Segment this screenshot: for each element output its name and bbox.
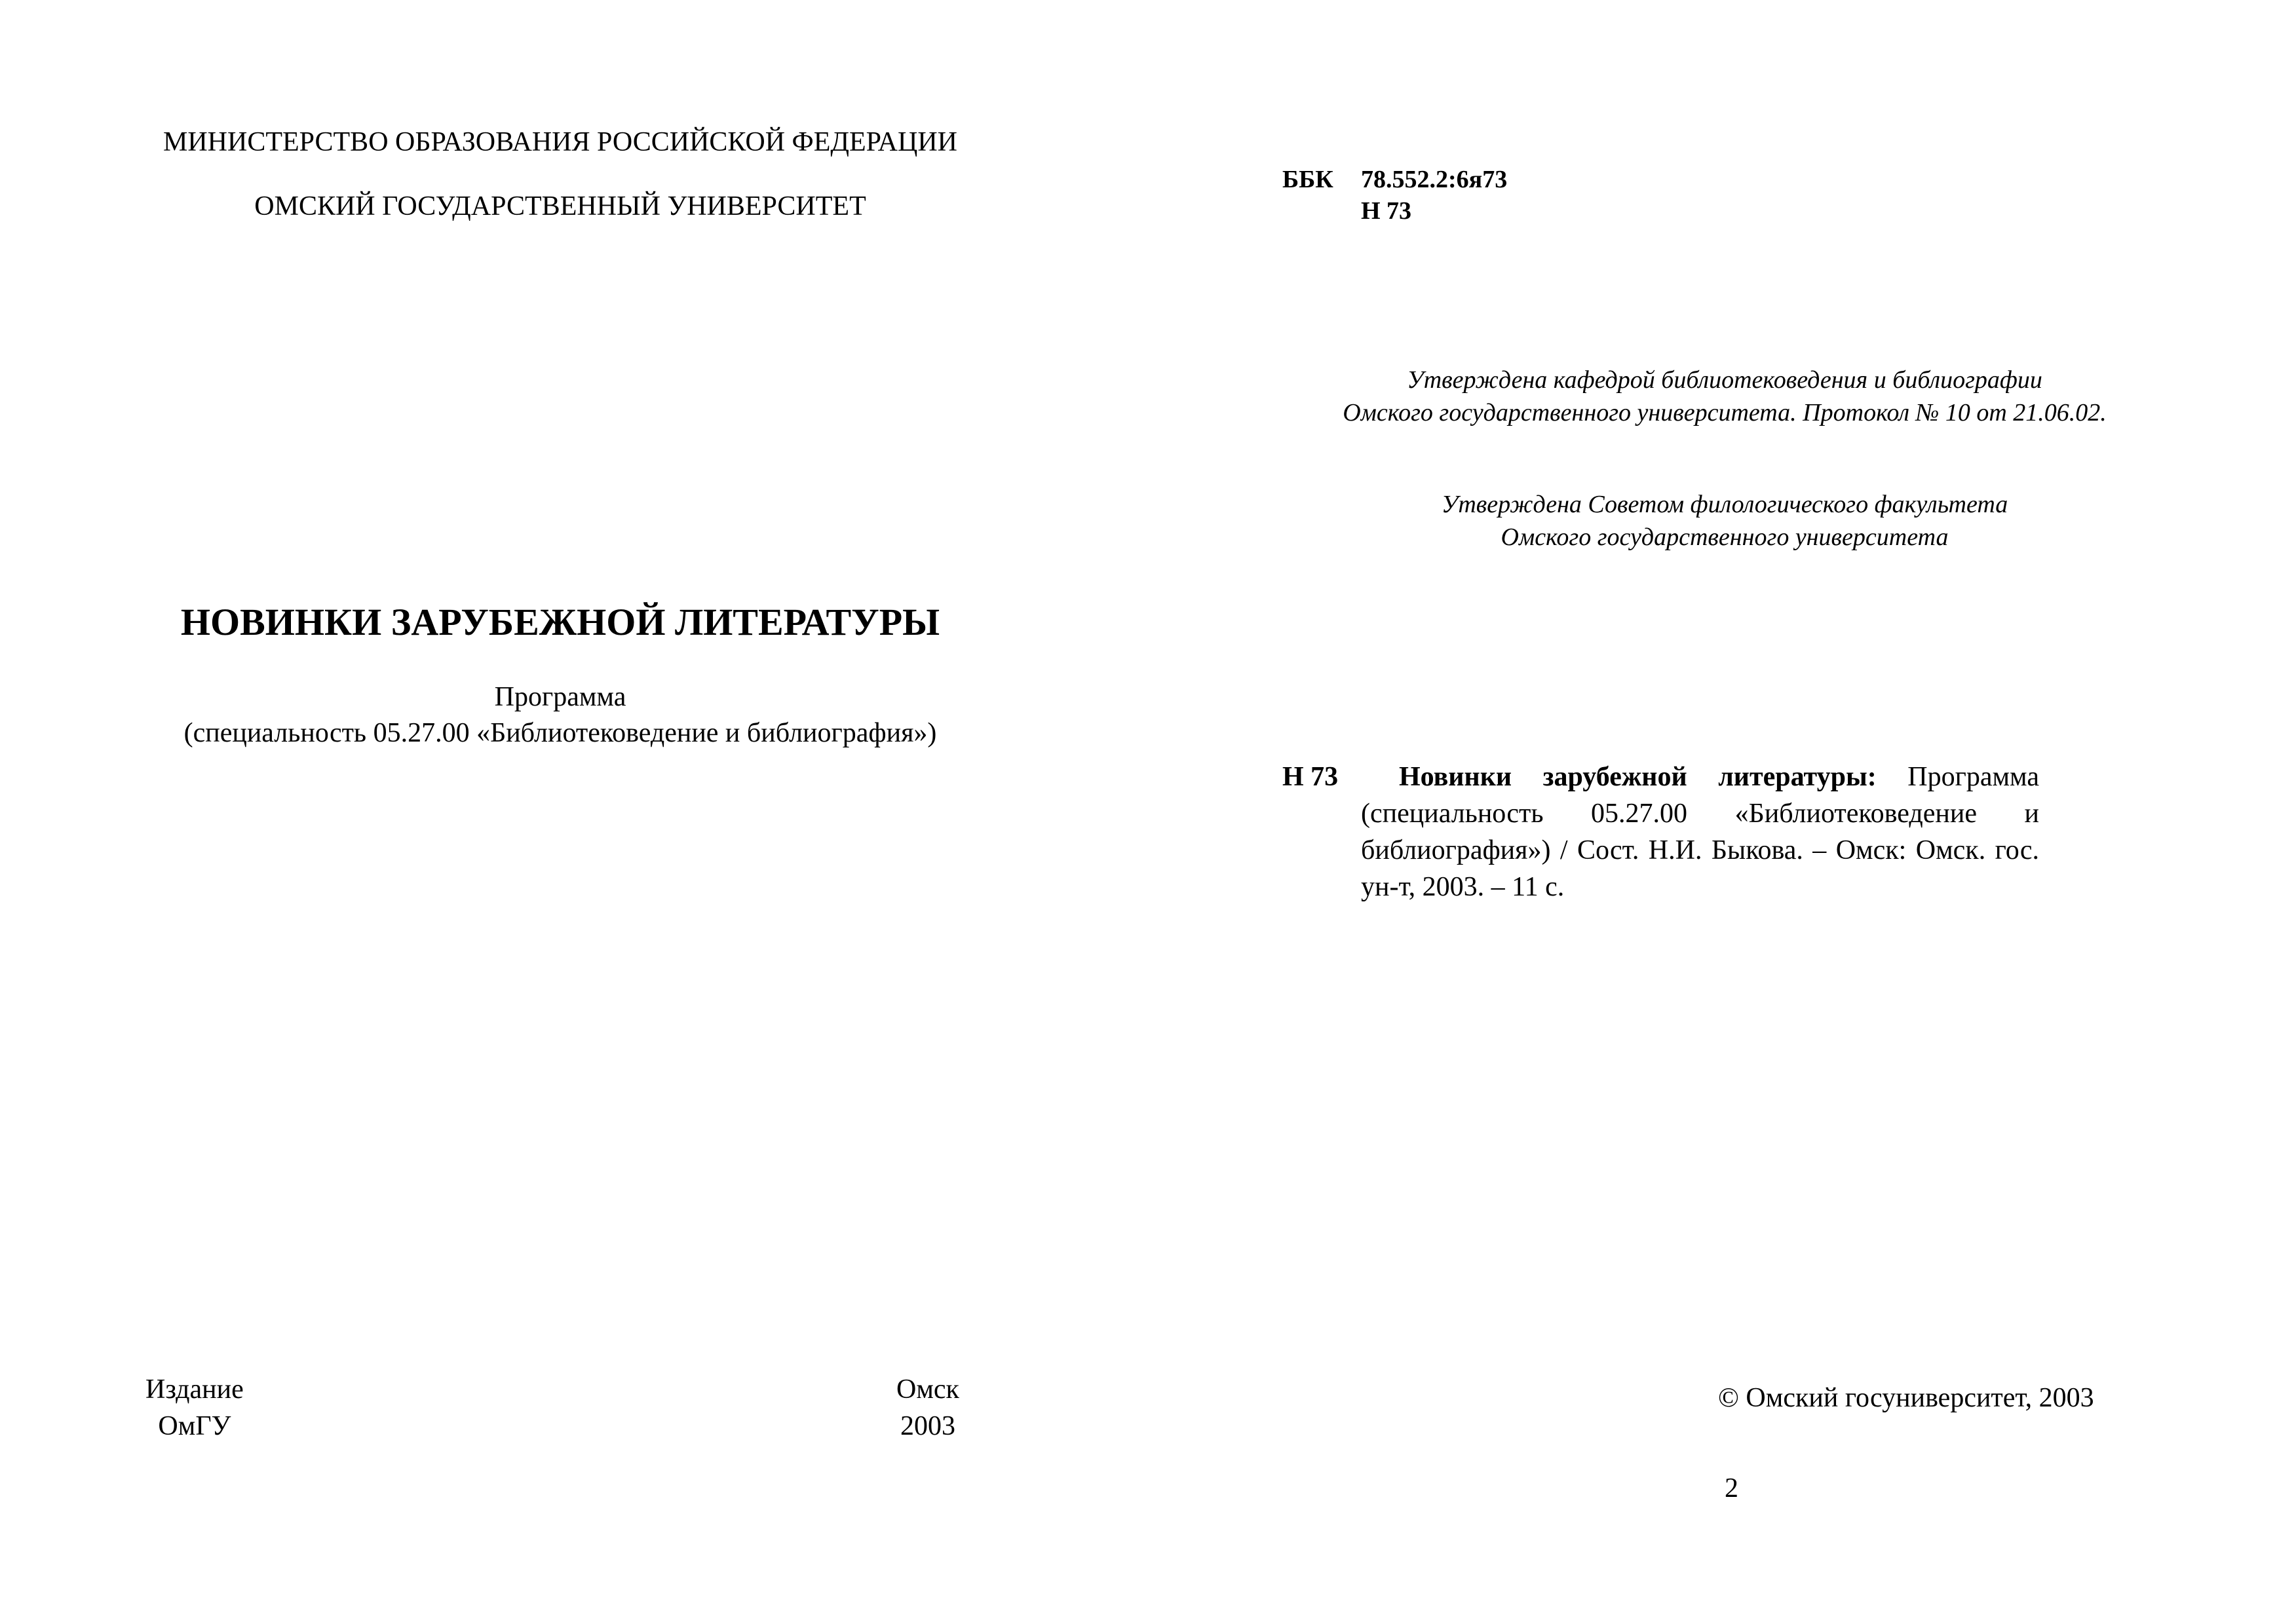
publication-year: 2003	[900, 1411, 955, 1441]
bibliographic-entry	[1282, 759, 2039, 905]
document-subtitle: Программа	[494, 682, 626, 712]
entry-code: Н 73	[1282, 762, 1339, 792]
edition-block	[145, 1371, 244, 1445]
entry-text: Программа (специальность 05.27.00 «Библиотековедение и библиография») / Сост. Н.И. Быкова. – Омск: Омск. гос. ун-т, 2003. – 11 с.	[1361, 762, 2039, 902]
department-approval-line-2: Омского государственного университета. Протокол № 10 от 21.06.02.	[1343, 399, 2107, 426]
page-number: 2	[1725, 1473, 1738, 1503]
ministry-heading: МИНИСТЕРСТВО ОБРАЗОВАНИЯ РОССИЙСКОЙ ФЕДЕРАЦИИ	[163, 127, 957, 157]
publisher-name: ОмГУ	[158, 1411, 231, 1441]
city-name: Омск	[896, 1374, 959, 1405]
department-approval-line-1: Утверждена кафедрой библиотековедения и библиографии	[1407, 366, 2042, 394]
entry-title: Новинки зарубежной литературы:	[1399, 762, 1877, 792]
faculty-approval-line-2: Омского государственного университета	[1501, 523, 1949, 551]
faculty-approval-line-1: Утверждена Советом филологического факультета	[1441, 491, 2008, 518]
document-title: НОВИНКИ ЗАРУБЕЖНОЙ ЛИТЕРАТУРЫ	[180, 601, 940, 643]
place-block	[896, 1371, 959, 1445]
department-approval	[1279, 364, 2170, 429]
author-mark: Н 73	[1361, 197, 1412, 225]
author-mark-line	[1282, 195, 1507, 227]
bbk-line	[1282, 164, 1507, 195]
bbk-block	[1282, 164, 1507, 227]
copyright-notice: © Омский госуниверситет, 2003	[1718, 1383, 2094, 1413]
bbk-code: 78.552.2:6я73	[1361, 166, 1508, 193]
entry-body	[1361, 759, 2039, 905]
faculty-approval	[1279, 488, 2170, 554]
bbk-label: ББК	[1282, 166, 1333, 193]
university-heading: ОМСКИЙ ГОСУДАРСТВЕННЫЙ УНИВЕРСИТЕТ	[254, 191, 866, 221]
right-page	[1148, 0, 2296, 1624]
edition-label: Издание	[145, 1374, 244, 1405]
specialty-line: (специальность 05.27.00 «Библиотековедение и библиография»)	[183, 718, 937, 748]
